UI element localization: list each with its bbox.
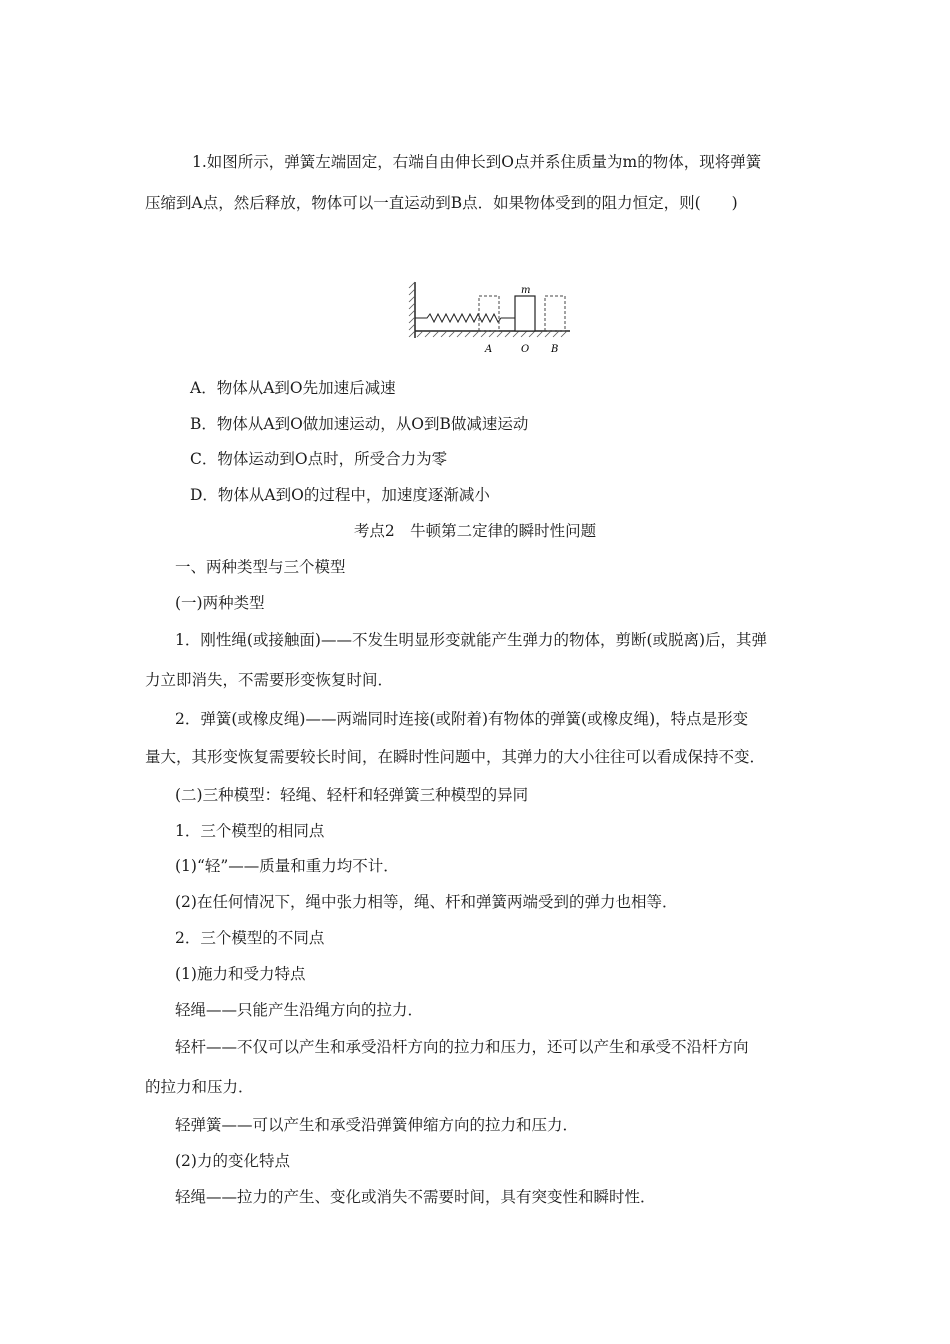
paragraph-spring-1: 2．弹簧(或橡皮绳)——两端同时连接(或附着)有物体的弹簧(或橡皮绳)，特点是形变 [175, 710, 749, 728]
section-title: 考点2 牛顿第二定律的瞬时性问题 [353, 522, 597, 540]
point-label-o: O [521, 344, 530, 355]
block-position-a [479, 296, 499, 331]
light-rod-force-1: 轻杆——不仅可以产生和承受沿杆方向的拉力和压力，还可以产生和承受不沿杆方向 [175, 1038, 749, 1056]
subheading-force-characteristics: (1)施力和受力特点 [175, 965, 306, 983]
spring-block-figure [405, 278, 575, 358]
heading-three-models: (二)三种模型：轻绳、轻杆和轻弹簧三种模型的异同 [175, 786, 529, 804]
block-m [515, 296, 535, 331]
floor [415, 331, 570, 337]
paragraph-spring-2: 量大，其形变恢复需要较长时间，在瞬时性问题中，其弹力的大小往往可以看成保持不变． [145, 748, 766, 766]
similarity-1: (1)“轻”——质量和重力均不计． [175, 857, 399, 875]
paragraph-rigid-rope-1: 1．刚性绳(或接触面)——不发生明显形变就能产生弹力的物体，剪断(或脱离)后，其弹 [175, 631, 768, 649]
question-1-line-1: 1.如图所示，弹簧左端固定，右端自由伸长到O点并系住质量为m的物体，现将弹簧 [192, 153, 762, 171]
option-c: C．物体运动到O点时，所受合力为零 [190, 450, 448, 468]
heading-differences: 2．三个模型的不同点 [175, 929, 325, 947]
paragraph-rigid-rope-2: 力立即消失，不需要形变恢复时间． [145, 671, 394, 689]
question-1-line-2: 压缩到A点，然后释放，物体可以一直运动到B点．如果物体受到的阻力恒定，则( ) [145, 194, 738, 212]
block-position-b [545, 296, 565, 331]
light-rod-force-2: 的拉力和压力． [145, 1078, 254, 1096]
heading-similarities: 1．三个模型的相同点 [175, 822, 325, 840]
point-label-b: B [551, 344, 559, 355]
similarity-2: (2)在任何情况下，绳中张力相等，绳、杆和弹簧两端受到的弹力也相等． [175, 893, 678, 911]
heading-two-types: (一)两种类型 [175, 594, 265, 612]
spring [415, 314, 515, 322]
light-rope-force: 轻绳——只能产生沿绳方向的拉力． [175, 1001, 424, 1019]
option-b: B．物体从A到O做加速运动，从O到B做减速运动 [190, 415, 529, 433]
heading-two-types-three-models: 一、两种类型与三个模型 [175, 558, 346, 576]
point-label-a: A [485, 344, 493, 355]
light-rope-change: 轻绳——拉力的产生、变化或消失不需要时间，具有突变性和瞬时性． [175, 1188, 656, 1206]
wall [409, 282, 415, 338]
option-a: A．物体从A到O先加速后减速 [190, 379, 396, 397]
option-d: D．物体从A到O的过程中，加速度逐渐减小 [190, 486, 490, 504]
light-spring-force: 轻弹簧——可以产生和承受沿弹簧伸缩方向的拉力和压力． [175, 1116, 579, 1134]
subheading-force-change: (2)力的变化特点 [175, 1152, 290, 1170]
mass-label: m [521, 285, 531, 296]
